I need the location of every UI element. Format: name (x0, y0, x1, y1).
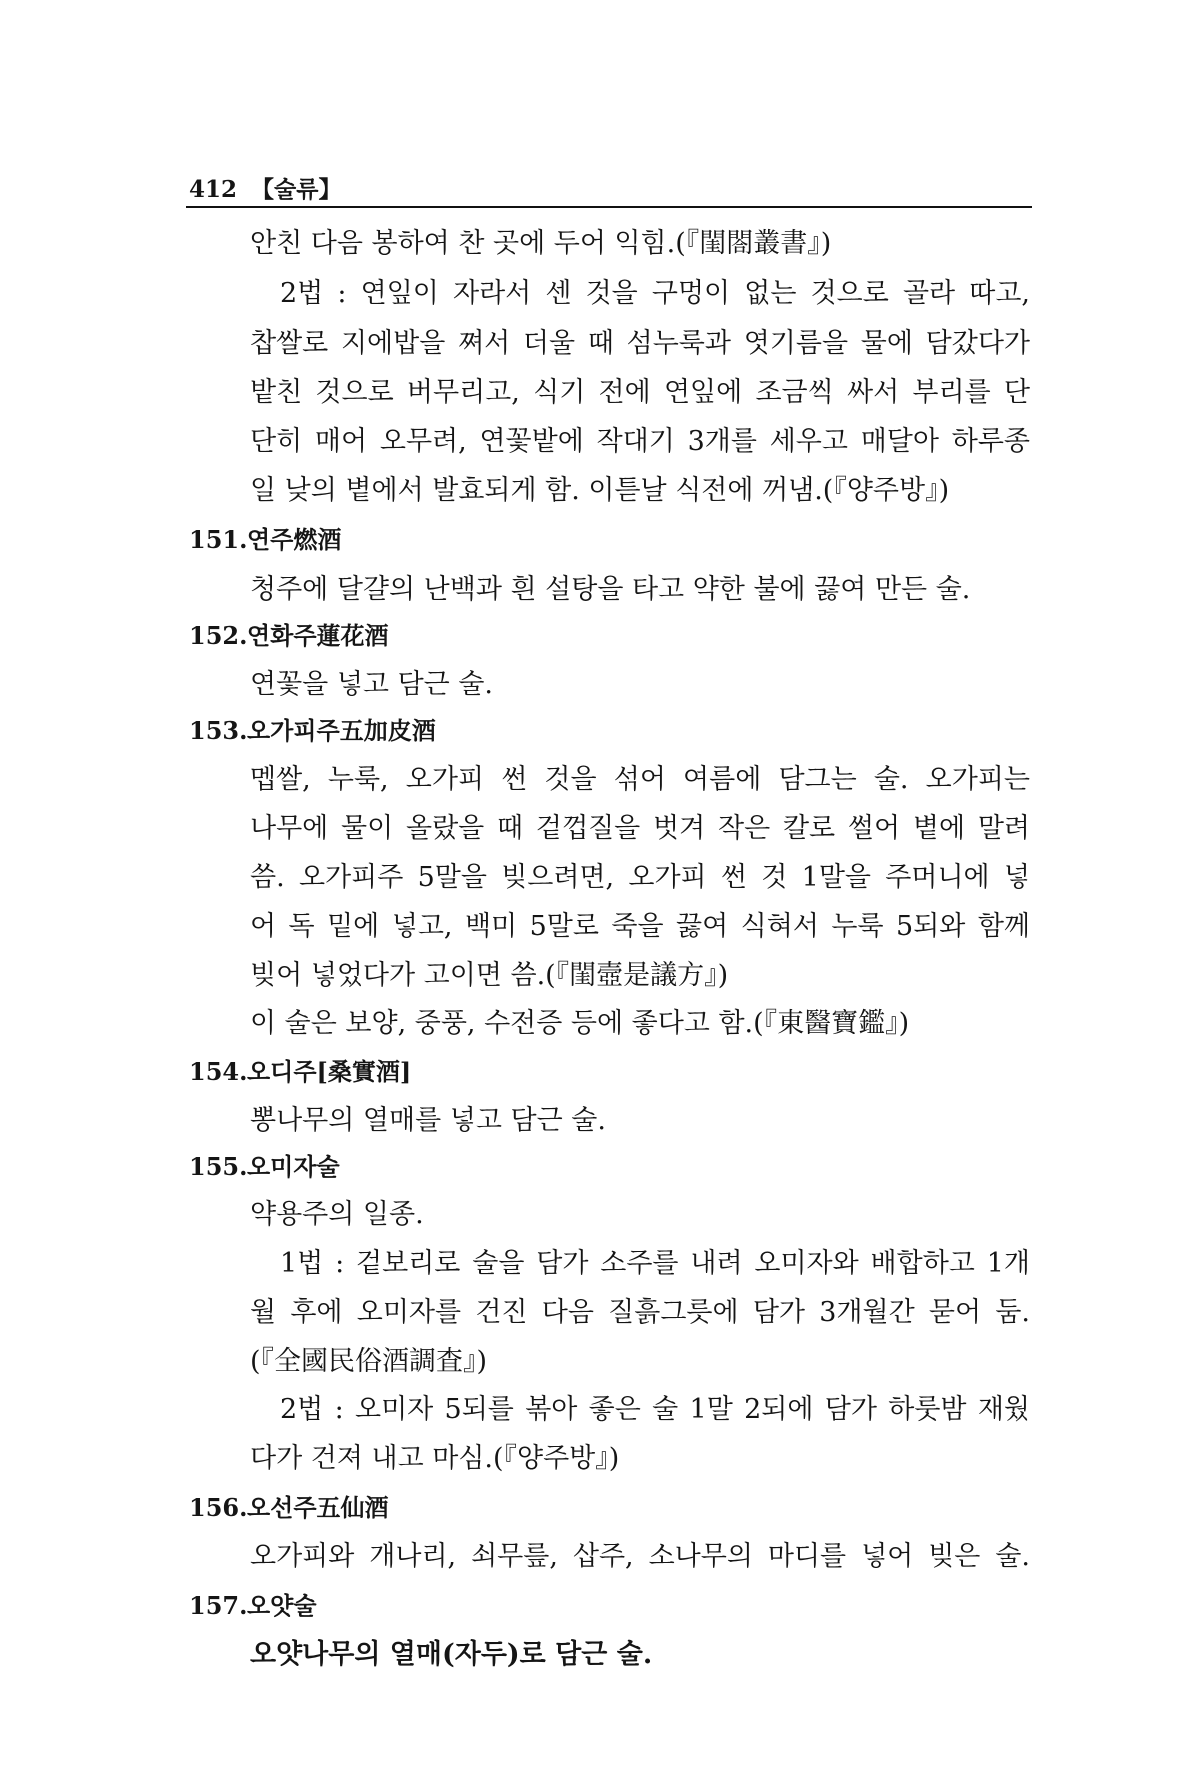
entry-number: 155. (189, 1152, 248, 1181)
entry-number: 157. (189, 1591, 248, 1620)
text-line: 단히 매어 오무려, 연꽃밭에 작대기 3개를 세우고 매달아 하루종 (250, 426, 1030, 457)
text-line: 월 후에 오미자를 건진 다음 질흙그릇에 담가 3개월간 묻어 둠. (250, 1297, 1030, 1328)
entry-number: 151. (189, 525, 248, 554)
entry-title: 오선주五仙酒 (247, 1493, 389, 1522)
text-line: 안친 다음 봉하여 찬 곳에 두어 익힘.(『閨閤叢書』) (250, 228, 832, 259)
text-line: 일 낮의 볕에서 발효되게 함. 이튿날 식전에 꺼냄.(『양주방』) (250, 475, 950, 506)
entry-heading (189, 1149, 340, 1185)
entry-number: 152. (189, 621, 248, 650)
entry-heading (189, 522, 341, 558)
entry-number: 156. (189, 1493, 248, 1522)
entry-heading (189, 618, 389, 654)
text-line: 1법 : 겉보리로 술을 담가 소주를 내려 오미자와 배합하고 1개 (280, 1248, 1030, 1279)
text-line: 약용주의 일종. (250, 1199, 424, 1230)
entry-heading (189, 1490, 389, 1526)
text-line: 밭친 것으로 버무리고, 식기 전에 연잎에 조금씩 싸서 부리를 단 (250, 377, 1030, 408)
page-number: 412 (189, 176, 238, 203)
text-line: 찹쌀로 지에밥을 쪄서 더울 때 섬누룩과 엿기름을 물에 담갔다가 (250, 328, 1030, 359)
text-line: 2법 : 연잎이 자라서 센 것을 구멍이 없는 것으로 골라 따고, (280, 278, 1030, 309)
entry-title: 오가피주五加皮酒 (247, 716, 436, 745)
running-header (189, 171, 355, 204)
text-line: 오얏나무의 열매(자두)로 담근 술. (250, 1639, 653, 1670)
text-line: 청주에 달걀의 난백과 흰 설탕을 타고 약한 불에 끓여 만든 술. (250, 574, 971, 605)
entry-heading (189, 1588, 317, 1624)
entry-number: 153. (189, 716, 248, 745)
entry-title: 오미자술 (247, 1152, 340, 1181)
header-rule (186, 206, 1032, 208)
section-title: 【술류】 (251, 176, 342, 203)
text-line: 멥쌀, 누룩, 오가피 썬 것을 섞어 여름에 담그는 술. 오가피는 (250, 764, 1030, 795)
entry-title: 오얏술 (247, 1591, 317, 1620)
text-line: 연꽃을 넣고 담근 술. (250, 669, 493, 700)
text-line: 씀. 오가피주 5말을 빚으려면, 오가피 썬 것 1말을 주머니에 넣 (250, 862, 1030, 893)
text-line: 오가피와 개나리, 쇠무릎, 삽주, 소나무의 마디를 넣어 빚은 술. (250, 1541, 1030, 1572)
text-line: 나무에 물이 올랐을 때 겉껍질을 벗겨 작은 칼로 썰어 볕에 말려 (250, 813, 1030, 844)
text-line: (『全國民俗酒調査』) (250, 1346, 488, 1377)
text-line: 2법 : 오미자 5되를 볶아 좋은 술 1말 2되에 담가 하룻밤 재웠 (280, 1394, 1030, 1425)
text-line: 이 술은 보양, 중풍, 수전증 등에 좋다고 함.(『東醫寶鑑』) (250, 1008, 910, 1039)
entry-heading (189, 1054, 411, 1090)
entry-number: 154. (189, 1057, 248, 1086)
entry-title: 연화주蓮花酒 (247, 621, 389, 650)
text-line: 어 독 밑에 넣고, 백미 5말로 죽을 끓여 식혀서 누룩 5되와 함께 (250, 911, 1030, 942)
entry-title: 오디주[桑實酒] (247, 1057, 412, 1086)
text-line: 다가 건져 내고 마심.(『양주방』) (250, 1443, 620, 1474)
entry-title: 연주燃酒 (247, 525, 342, 554)
text-line: 뽕나무의 열매를 넣고 담근 술. (250, 1105, 606, 1136)
text-line: 빚어 넣었다가 고이면 씀.(『閨壼是議方』) (250, 960, 729, 991)
entry-heading (189, 713, 436, 749)
